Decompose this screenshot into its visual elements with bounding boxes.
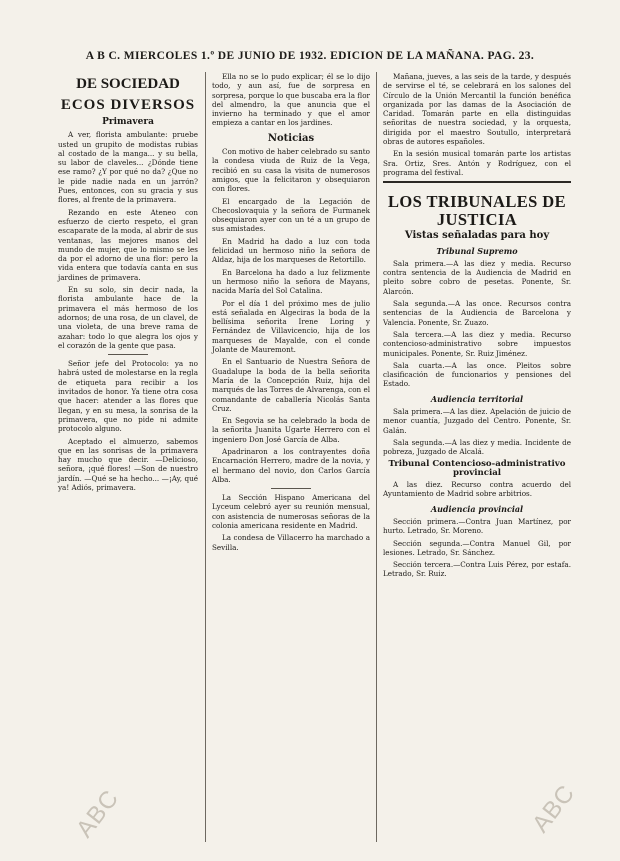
subheading: Tribunal Contencioso-administrativo provincial [388,458,566,478]
paragraph: Sección tercera.—Contra Luis Pérez, por estafa. Letrado, Sr. Ruiz. [383,560,571,579]
separator [108,354,148,355]
paragraph: Sala segunda.—A las diez y media. Incidente de pobreza, Juzgado de Alcalá. [383,437,571,457]
paragraph: En Madrid ha dado a luz con toda felicidad un hermoso niño la señora de Aldaz, hija de los marqueses de Retortillo. [212,236,370,265]
separator [383,181,571,183]
paragraph: Sección segunda.—Contra Manuel Gil, por lesiones. Letrado, Sr. Sánchez. [383,538,571,557]
paragraph: Sala primera.—A las diez y media. Recurso contra sentencia de la Audiencia de Madrid en pleito sobre cobro de pesetas. Ponente, Sr. Alarcón. [383,258,571,296]
paragraph: Sala primera.—A las diez. Apelación de juicio de menor cuantía, Juzgado del Centro. Ponente, Sr. Galán. [383,407,571,435]
watermark: ABC [71,784,125,843]
section-heading: DE SOCIEDAD [76,76,180,92]
paragraph: En el Santuario de Nuestra Señora de Guadalupe la boda de la bella señorita María de la Concepción Ruiz, hija del marqués de las Torres de Alvarenga, con el comandante de caballería Nicolás Santa Cruz. [212,357,370,413]
subheading: Noticias [267,132,315,144]
column-rule [205,72,206,842]
page-header: A B C. MIERCOLES 1.º DE JUNIO DE 1932. EDICION DE LA MAÑANA. PAG. 23. [85,50,535,62]
paragraph: Sección primera.—Contra Juan Martínez, por hurto. Letrado, Sr. Moreno. [383,516,571,536]
paragraph: La Sección Hispano Americana del Lyceum celebró ayer su reunión mensual, con asistencia de numerosas señoras de la colonia americana residente en Madrid. [212,493,370,531]
paragraph: Sala cuarta.—A las once. Pleitos sobre clasificación de funcionarios y pensiones del Estado. [383,360,571,389]
paragraph: En la sesión musical tomarán parte los artistas Sra. Ortiz, Sres. Antón y Rodríguez, con el programa del festival. [383,149,571,177]
subheading: Tribunal Supremo [436,245,518,256]
separator [271,488,311,489]
section-heading: ECOS DIVERSOS [60,97,196,113]
paragraph: Ella no se lo pudo explicar; él se lo dijo todo, y aun así, fue de sorpresa en sorpresa, porque lo que buscaba era la flor del almendro, la que anuncia que el invierno ha terminado y que el amor empieza a cantar en los jardines. [212,72,370,128]
paragraph: Con motivo de haber celebrado su santo la condesa viuda de Ruiz de la Vega, recibió en su casa la visita de numerosos amigos, que la felicitaron y obsequiaron con flores. [212,147,370,194]
paragraph: El encargado de la Legación de Checoslovaquia y la señora de Furmanek obsequiaron ayer con un té a un grupo de sus amistades. [212,196,370,234]
subheading: Audiencia provincial [430,503,524,514]
column-1 [58,72,198,495]
watermark: ABC [527,779,581,838]
section-heading: LOS TRIBUNALES DE JUSTICIA [388,192,566,230]
paragraph: Mañana, jueves, a las seis de la tarde, y después de servirse el té, se celebrará en los salones del Círculo de la Unión Mercantil la función benéfica organizada por las damas de la Asociación de Caridad. Tomarán parte en ella distinguidas señoritas de nuestra sociedad, y la orquesta, dirigida por el maestro Soutullo, interpretará obras de autores españoles. [383,72,571,147]
paragraph: Apadrinaron a los contrayentes doña Encarnación Herrero, madre de la novia, y el hermano del novio, don Carlos García Alba. [212,446,370,484]
paragraph: Aceptado el almuerzo, sabemos que en las sonrisas de la primavera hay mucho que decir. —Delicioso, señora, ¡qué flores! —Son de nuestro jardín. —Qué se ha hecho... —¡Ay, qué ya! Adiós, primavera. [58,436,198,492]
paragraph: Sala segunda.—A las once. Recursos contra sentencias de la Audiencia de Barcelona y Valencia. Ponente, Sr. Zuazo. [383,299,571,327]
paragraph: En Segovia se ha celebrado la boda de la señorita Juanita Ugarte Herrero con el ingeniero Don José García de Alba. [212,416,370,444]
column-2 [212,72,370,555]
subheading: Audiencia territorial [430,393,524,404]
paragraph: Rezando en este Ateneo con esfuerzo de cierto respeto, el gran escaparate de la moda, al abrir de sus ventanas, las mejores manos del mundo de mujer, que lo mismo se les da por el adorno de una flor: pero la vida entera que todavía canta en sus jardines de primavera. [58,207,198,282]
paragraph: A ver, florista ambulante: pruebe usted un grupito de modistas rubias al costado de la manga... y su bella, su labor de claveles... ¿Dónde tiene ese ramo? ¿Y por qué no da? ¿Que no le pide nadie nada en un jarrón? Pues, entonces, con su gracia y sus flores, al frente de la primavera. [58,130,198,205]
paragraph: En Barcelona ha dado a luz felizmente un hermoso niño la señora de Mayans, nacida María del Sol Catalina. [212,267,370,296]
paragraph: Sala tercera.—A las diez y media. Recurso contencioso-administrativo sobre impuestos municipales. Ponente, Sr. Ruiz Jiménez. [383,329,571,358]
paragraph: En su solo, sin decir nada, la florista ambulante hace de la primavera el más hermoso de los adornos; de una rosa, de un clavel, de una violeta, de una breve rama de azahar: todo lo que alegra los ojos y el corazón de la gente que pasa. [58,285,198,350]
column-3 [383,72,571,582]
paragraph: Señor jefe del Protocolo: ya no habrá usted de molestarse en la regla de etiqueta para recibir a los invitados de honor. Ya tiene otra cosa que hacer: atender a las flores que llegan, y en su mesa, la sonrisa de la primavera, que no pide ni admite protocolo alguno. [58,359,198,434]
paragraph: A las diez. Recurso contra acuerdo del Ayuntamiento de Madrid sobre arbitrios. [383,480,571,499]
column-rule [376,72,377,842]
subheading: Vistas señaladas para hoy [404,230,550,242]
paragraph: Por el día 1 del próximo mes de julio está señalada en Algeciras la boda de la bellísima señorita Irene Loring y Fernández de Villavicencio, hija de los marqueses de Mayalde, con el conde Jolante de Mauremont. [212,298,370,355]
paragraph: La condesa de Villacerro ha marchado a Sevilla. [212,533,370,552]
subheading: Primavera [102,117,154,127]
